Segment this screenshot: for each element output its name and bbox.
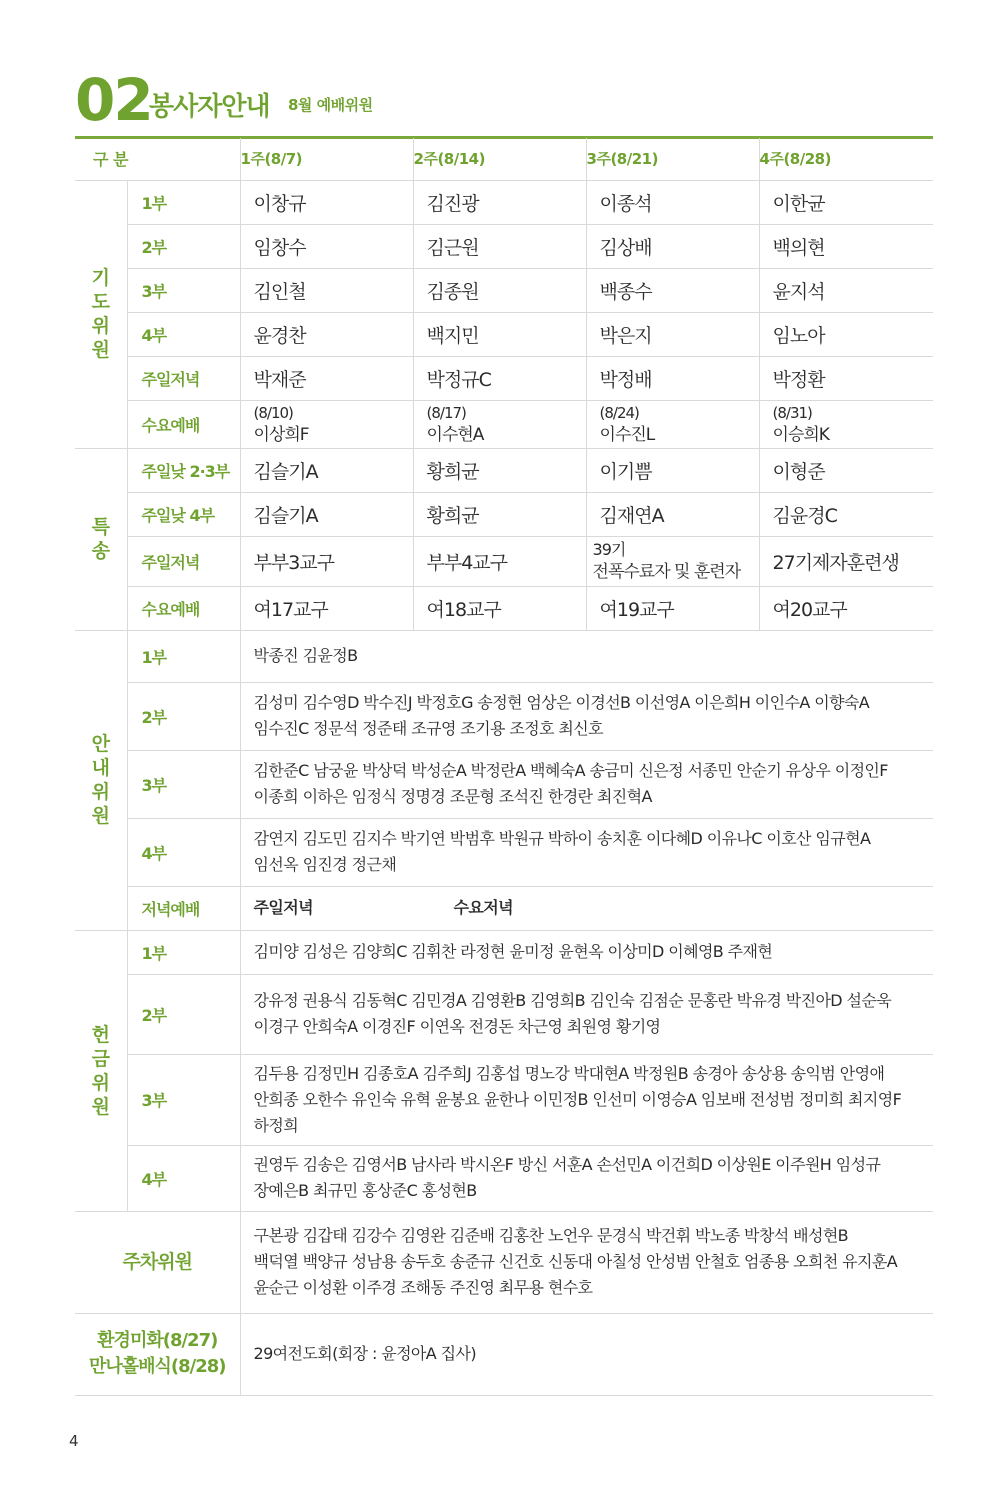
row-label: 4부 <box>127 1145 240 1211</box>
row-label: 수요예배 <box>127 400 240 448</box>
schedule-cell: (8/31) 이승희K <box>759 400 933 448</box>
evening-sunday-label: 주일저녁 <box>253 898 313 917</box>
schedule-cell: 박정환 <box>759 356 933 400</box>
names-cell: 구본광 김갑태 김강수 김영완 김준배 김홍찬 노언우 문경식 박건휘 박노종 박창석 배성현B 백덕열 백양규 성남용 송두호 송준규 신건호 신동대 아칠성 안성범 안철호 엄종용 오희천 유지훈A 윤순근 이성환 이주경 조해동 주진영 최무용 현수호 <box>240 1211 933 1313</box>
schedule-cell: (8/10) 이상희F <box>240 400 413 448</box>
schedule-cell: 백의현 <box>759 224 933 268</box>
prayer-committee-label: 기 도 위 원 <box>75 180 127 448</box>
schedule-cell: 박정규C <box>413 356 586 400</box>
schedule-cell: 부부4교구 <box>413 536 586 586</box>
schedule-cell: 부부3교구 <box>240 536 413 586</box>
header-week-1: 1주(8/7) <box>240 138 413 180</box>
schedule-cell: 여19교구 <box>586 586 759 630</box>
table-row <box>75 974 933 1054</box>
volunteer-schedule-table <box>75 138 933 1396</box>
names-cell: 김두용 김정민H 김종호A 김주희J 김홍섭 명노강 박대현A 박정원B 송경아 송상용 송익범 안영애 안희종 오한수 유인숙 유혁 윤봉요 윤한나 이민정B 인선미 이영승A 임보배 전성범 정미희 최지영F 하정희 <box>240 1054 933 1145</box>
table-row <box>75 1054 933 1145</box>
row-label: 4부 <box>127 312 240 356</box>
table-row <box>75 586 933 630</box>
schedule-cell: 이종석 <box>586 180 759 224</box>
names-cell: 감연지 김도민 김지수 박기연 박범후 박원규 박하이 송치훈 이다혜D 이유나C 이호산 임규현A 임선옥 임진경 정근채 <box>240 818 933 886</box>
schedule-cell: 이한균 <box>759 180 933 224</box>
offering-committee-label: 헌 금 위 원 <box>75 930 127 1211</box>
schedule-cell: 여17교구 <box>240 586 413 630</box>
section-subtitle: 8월 예배위원 <box>288 96 373 114</box>
row-label: 2부 <box>127 224 240 268</box>
header-gubun: 구 분 <box>75 138 240 180</box>
schedule-cell: 백지민 <box>413 312 586 356</box>
guide-committee-label: 안 내 위 원 <box>75 630 127 930</box>
row-label: 4부 <box>127 818 240 886</box>
schedule-cell: 김슬기A <box>240 492 413 536</box>
table-row <box>75 180 933 224</box>
row-label: 1부 <box>127 180 240 224</box>
row-label: 1부 <box>127 930 240 974</box>
row-label: 3부 <box>127 1054 240 1145</box>
names-cell: 강유정 권용식 김동혁C 김민경A 김영환B 김영희B 김인숙 김점순 문홍란 박유경 박진아D 설순욱 이경구 안희숙A 이경진F 이연옥 전경돈 차근영 최원영 황기영 <box>240 974 933 1054</box>
names-cell <box>240 886 933 930</box>
table-row <box>75 682 933 750</box>
names-cell: 박종진 김윤정B <box>240 630 933 682</box>
environment-label: 환경미화(8/27) 만나홀배식(8/28) <box>75 1313 240 1395</box>
schedule-cell: 이형준 <box>759 448 933 492</box>
schedule-cell: 김상배 <box>586 224 759 268</box>
schedule-cell: (8/24) 이수진L <box>586 400 759 448</box>
row-label: 저녁예배 <box>127 886 240 930</box>
environment-value: 29여전도회(회장 : 윤정아A 집사) <box>240 1313 933 1395</box>
schedule-cell: 여18교구 <box>413 586 586 630</box>
row-label: 2부 <box>127 974 240 1054</box>
table-row <box>75 448 933 492</box>
table-row <box>75 492 933 536</box>
row-label: 3부 <box>127 268 240 312</box>
schedule-cell: 김인철 <box>240 268 413 312</box>
table-row <box>75 268 933 312</box>
schedule-cell: 김윤경C <box>759 492 933 536</box>
names-cell: 김한준C 남궁윤 박상덕 박성순A 박정란A 백혜숙A 송금미 신은정 서종민 안순기 유상우 이정인F 이종희 이하은 임정식 정명경 조문형 조석진 한경란 최진혁A <box>240 750 933 818</box>
schedule-cell: 39기 전폭수료자 및 훈련자 <box>586 536 759 586</box>
row-label: 3부 <box>127 750 240 818</box>
header-week-3: 3주(8/21) <box>586 138 759 180</box>
schedule-cell: 임노아 <box>759 312 933 356</box>
table-row <box>75 224 933 268</box>
special-music-label: 특 송 <box>75 448 127 630</box>
page-header <box>75 68 933 139</box>
names-cell: 김성미 김수영D 박수진J 박정호G 송정현 엄상은 이경선B 이선영A 이은희H 이인수A 이향숙A 임수진C 정문석 정준태 조규영 조기용 조정호 최신호 <box>240 682 933 750</box>
schedule-cell: 김근원 <box>413 224 586 268</box>
row-label: 2부 <box>127 682 240 750</box>
table-row <box>75 356 933 400</box>
schedule-cell: 여20교구 <box>759 586 933 630</box>
table-row <box>75 312 933 356</box>
row-label: 주일낮 2·3부 <box>127 448 240 492</box>
schedule-cell: 임창수 <box>240 224 413 268</box>
schedule-cell: 김진광 <box>413 180 586 224</box>
schedule-cell: 황희균 <box>413 448 586 492</box>
page-number: 4 <box>69 1432 79 1450</box>
row-label: 주일저녁 <box>127 536 240 586</box>
schedule-cell: 황희균 <box>413 492 586 536</box>
schedule-cell: (8/17) 이수현A <box>413 400 586 448</box>
schedule-cell: 김종원 <box>413 268 586 312</box>
table-row <box>75 750 933 818</box>
names-cell: 김미양 김성은 김양희C 김휘찬 라정현 윤미정 윤현옥 이상미D 이혜영B 주재현 <box>240 930 933 974</box>
schedule-cell: 27기제자훈련생 <box>759 536 933 586</box>
table-row <box>75 930 933 974</box>
schedule-cell: 윤경찬 <box>240 312 413 356</box>
table-row <box>75 536 933 586</box>
table-row <box>75 1145 933 1211</box>
schedule-cell: 김재연A <box>586 492 759 536</box>
header-week-2: 2주(8/14) <box>413 138 586 180</box>
schedule-cell: 박정배 <box>586 356 759 400</box>
schedule-cell: 백종수 <box>586 268 759 312</box>
table-row <box>75 818 933 886</box>
schedule-cell: 박재준 <box>240 356 413 400</box>
section-number: 02 <box>75 66 152 134</box>
table-row <box>75 630 933 682</box>
names-cell: 권영두 김송은 김영서B 남사라 박시온F 방신 서훈A 손선민A 이건희D 이상원E 이주원H 임성규 장예은B 최규민 홍상준C 홍성현B <box>240 1145 933 1211</box>
table-row <box>75 1313 933 1395</box>
evening-wednesday-label: 수요저녁 <box>453 898 513 917</box>
table-row <box>75 886 933 930</box>
header-week-4: 4주(8/28) <box>759 138 933 180</box>
row-label: 주일낮 4부 <box>127 492 240 536</box>
row-label: 수요예배 <box>127 586 240 630</box>
parking-committee-label: 주차위원 <box>75 1211 240 1313</box>
table-header-row <box>75 138 933 180</box>
schedule-cell: 김슬기A <box>240 448 413 492</box>
schedule-cell: 박은지 <box>586 312 759 356</box>
section-title: 봉사자안내 <box>149 92 270 122</box>
schedule-cell: 이기쁨 <box>586 448 759 492</box>
table-row <box>75 400 933 448</box>
row-label: 1부 <box>127 630 240 682</box>
schedule-cell: 이창규 <box>240 180 413 224</box>
row-label: 주일저녁 <box>127 356 240 400</box>
schedule-cell: 윤지석 <box>759 268 933 312</box>
table-row <box>75 1211 933 1313</box>
